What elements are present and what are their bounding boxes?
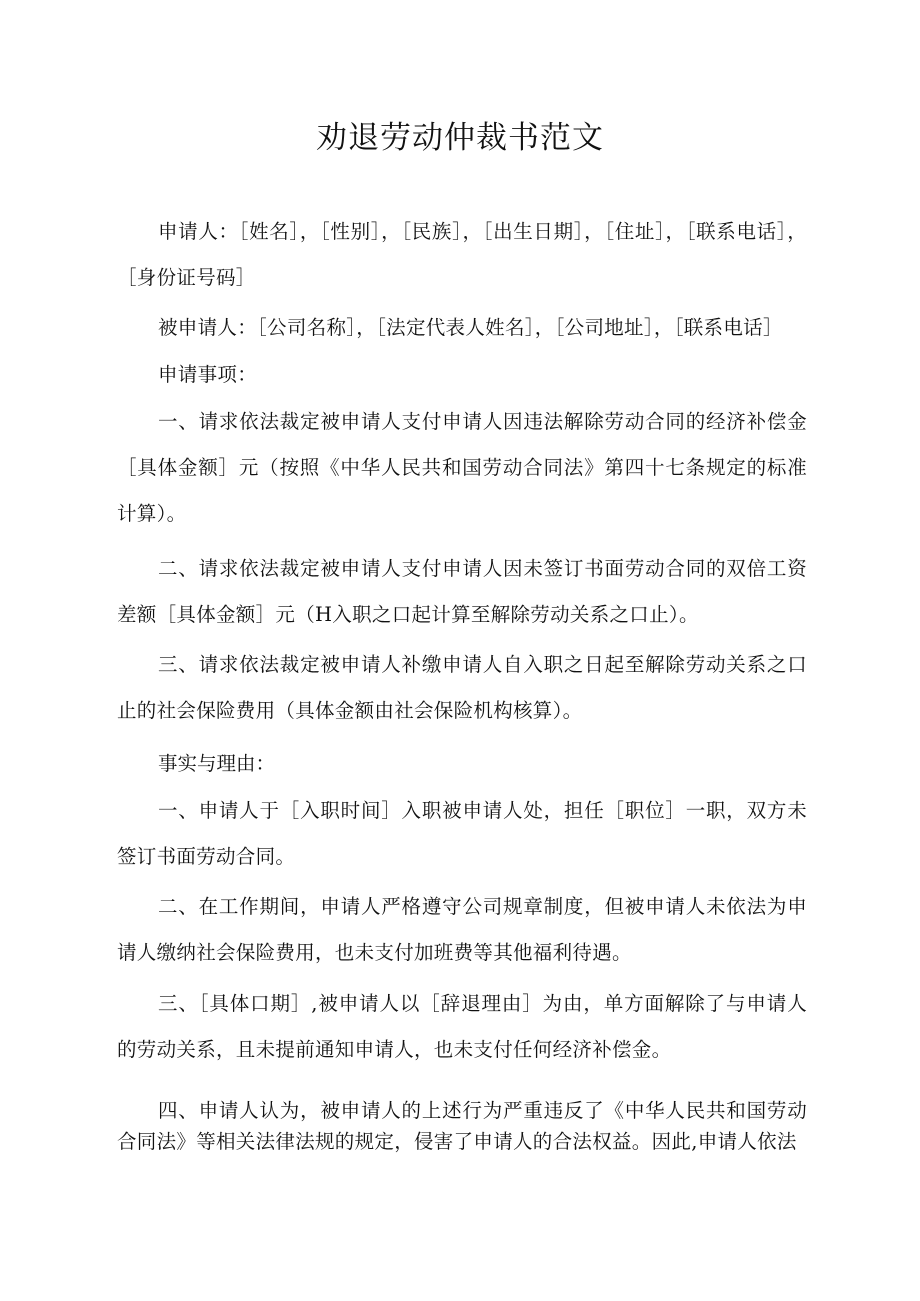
claims-heading: 申请事项： <box>158 363 258 386</box>
fact-item-2: 二、在工作期间，申请人严格遵守公司规章制度，但被申请人未依法为申请人缴纳社会保险费用，也未支付加班费等其他福利待遇。 <box>117 895 807 964</box>
fact-item-1: 一、申请人于［入职时间］入职被申请人处，担任［职位］一职，双方未签订书面劳动合同。 <box>117 799 807 868</box>
applicant-info: 申请人：［姓名］，［性别］，［民族］，［出生日期］，［住址］，［联系电话］，［身份证号码］ <box>117 220 807 289</box>
fact-item-3: 三、［具体口期］,被申请人以［辞退理由］为由，单方面解除了与申请人的劳动关系，且未提前通知申请人，也未支付任何经济补偿金。 <box>117 992 807 1061</box>
document-title: 劝退劳动仲裁书范文 <box>316 120 604 156</box>
facts-heading: 事实与理由： <box>158 752 276 775</box>
respondent-info: 被申请人：［公司名称］，［法定代表人姓名］，［公司地址］，［联系电话］ <box>158 316 783 339</box>
claim-item-3: 三、请求依法裁定被申请人补缴申请人自入职之日起至解除劳动关系之口止的社会保险费用（具体金额由社会保险机构核算）。 <box>117 653 807 722</box>
claim-item-1: 一、请求依法裁定被申请人支付申请人因违法解除劳动合同的经济补偿金［具体金额］元（按照《中华人民共和国劳动合同法》第四十七条规定的标准计算）。 <box>117 410 807 525</box>
claim-item-2: 二、请求依法裁定被申请人支付申请人因未签订书面劳动合同的双倍工资差额［具体金额］元（H入职之口起计算至解除劳动关系之口止）。 <box>117 557 807 626</box>
fact-item-4: 四、申请人认为，被申请人的上述行为严重违反了《中华人民共和国劳动合同法》等相关法律法规的规定，侵害了申请人的合法权益。因此,申请人依法 <box>117 1099 807 1153</box>
